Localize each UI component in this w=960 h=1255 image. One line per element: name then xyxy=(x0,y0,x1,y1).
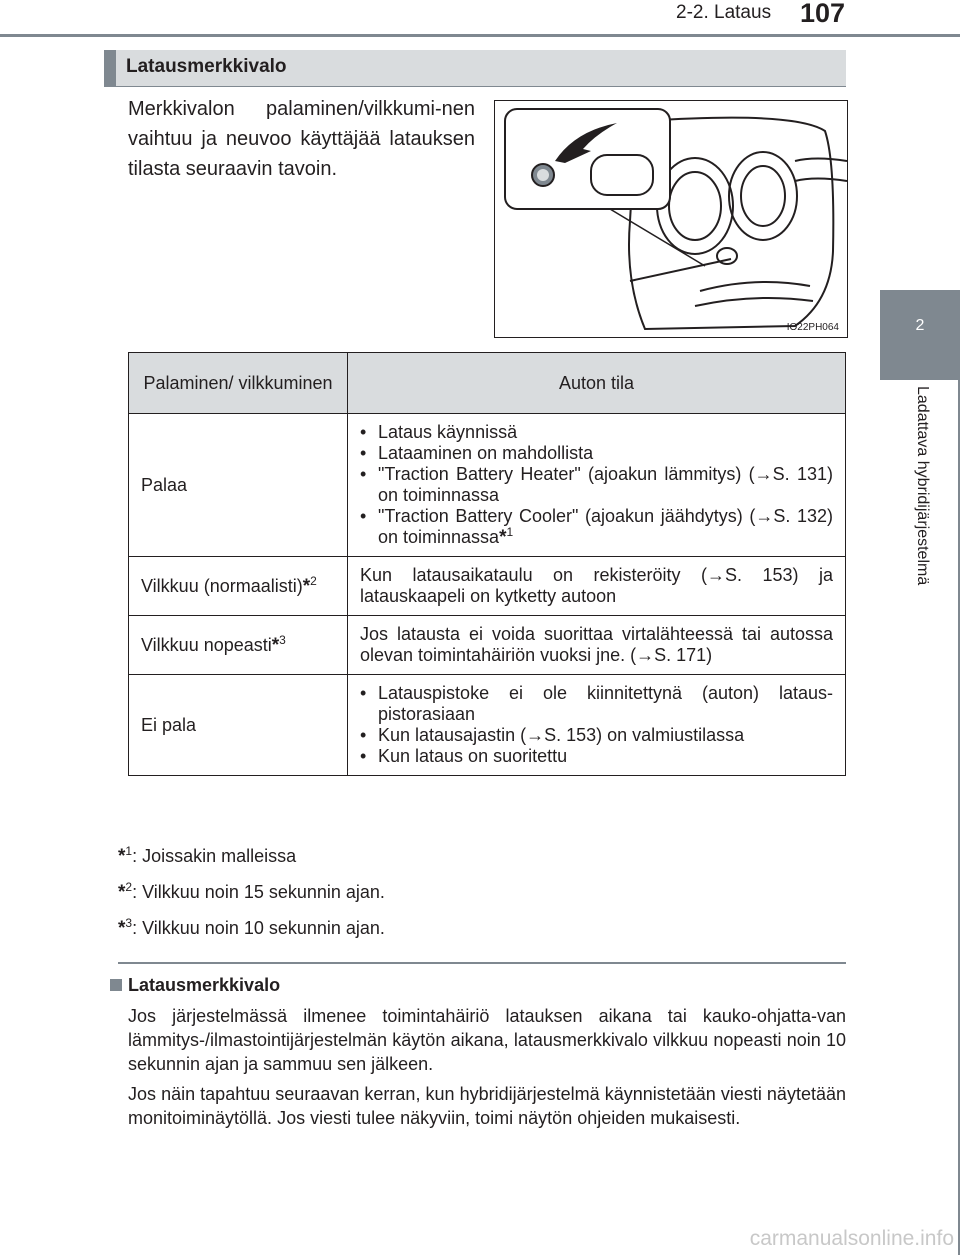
footnote-star: * xyxy=(118,882,126,903)
section-title-underline xyxy=(104,86,846,87)
footnote-star: * xyxy=(302,575,311,597)
state-cell xyxy=(129,557,348,616)
status-cell xyxy=(348,414,846,557)
footnote-text: : Joissakin malleissa xyxy=(132,846,297,866)
header-divider xyxy=(0,34,960,37)
table-row xyxy=(129,557,846,616)
status-cell: Kun latausaikataulu on rekisteröity (→S. 153) ja latauskaapeli on kytketty autoon xyxy=(348,557,846,616)
list-item: • Lataus käynnissä xyxy=(360,422,833,443)
header-section-title: 2-2. Lataus xyxy=(676,2,772,23)
header-indicator: Palaminen/ vilkkuminen xyxy=(129,353,348,414)
status-list xyxy=(360,422,833,548)
header-vehicle-status: Auton tila xyxy=(348,353,846,414)
page-number: 107 xyxy=(800,0,846,28)
footnote xyxy=(118,846,296,868)
illustration-code: IO22PH064 xyxy=(786,322,839,333)
chapter-title: Ladattava hybridijärjestelmä xyxy=(914,386,931,586)
footnote-ref: 1 xyxy=(506,525,514,539)
list-item: • Latauspistoke ei ole kiinnitettynä (auton) lataus-pistorasiaan xyxy=(360,683,833,725)
footnote-text: : Vilkkuu noin 10 sekunnin ajan. xyxy=(132,918,385,938)
subsection-paragraph: Jos näin tapahtuu seuraavan kerran, kun hybridijärjestelmä käynnistetään viesti näytetään monitoiminäytöllä. Jos viesti tulee näkyviin, toimi näytön ohjeiden mukaisesti. xyxy=(128,1084,846,1128)
footnote xyxy=(118,882,385,904)
charging-port-illustration xyxy=(494,100,848,338)
state-cell: Ei pala xyxy=(129,675,348,776)
footnote-star: * xyxy=(118,846,126,867)
footnote-star: * xyxy=(118,918,126,939)
list-item: • Lataaminen on mahdollista xyxy=(360,443,833,464)
status-cell: Jos latausta ei voida suorittaa virtalähteessä tai autossa olevan toimintahäiriön vuoksi jne. (→S. 171) xyxy=(348,616,846,675)
list-item: • "Traction Battery Heater" (ajoakun lämmitys) (→S. 131) on toiminnassa xyxy=(360,464,833,506)
footnote xyxy=(118,918,385,940)
chapter-title-vertical xyxy=(914,386,938,636)
footnote-mark: 1 xyxy=(125,844,133,858)
subsection-paragraph: Jos järjestelmässä ilmenee toimintahäiriö latauksen aikana tai kauko-ohjatta-van lämmitys-/ilmastointijärjestelmän käytön aikana, latausmerkkivalo vilkkuu nopeasti noin 10 sekunnin ajan ja sammuu sen jälkeen. xyxy=(128,1006,846,1074)
list-item xyxy=(360,506,833,548)
list-item-text: "Traction Battery Cooler" (ajoakun jäähdytys) (→S. 132) on toiminnassa xyxy=(378,506,833,547)
state-text: Vilkkuu nopeasti xyxy=(141,634,272,655)
footnote-mark: 3 xyxy=(125,916,133,930)
square-bullet-icon xyxy=(110,979,122,991)
chapter-number: 2 xyxy=(915,317,925,334)
section-title: Latausmerkkivalo xyxy=(126,56,287,77)
footnote-star: * xyxy=(271,634,280,656)
table-row xyxy=(129,616,846,675)
section-intro: Merkkivalon palaminen/vilkkumi-nen vaihtuu ja neuvoo käyttäjää latauksen tilasta seuraavin tavoin. xyxy=(128,98,475,180)
footnote-star: * xyxy=(499,527,507,548)
charging-lid-drawing xyxy=(495,101,847,337)
subsection-title: Latausmerkkivalo xyxy=(128,975,281,995)
indicator-status-table xyxy=(128,352,846,776)
table-row xyxy=(129,675,846,776)
site-watermark: carmanualsonline.info xyxy=(749,1227,954,1250)
chapter-tab xyxy=(880,290,960,380)
footnote-text: : Vilkkuu noin 15 sekunnin ajan. xyxy=(132,882,385,902)
state-text: Vilkkuu (normaalisti) xyxy=(141,575,303,596)
status-cell xyxy=(348,675,846,776)
table-header-row xyxy=(129,353,846,414)
table-row xyxy=(129,414,846,557)
footnote-ref: 2 xyxy=(310,573,317,588)
subsection-divider xyxy=(118,962,846,964)
footnote-ref: 3 xyxy=(279,632,286,647)
list-item: • Kun latausajastin (→S. 153) on valmiustilassa xyxy=(360,725,833,746)
state-cell xyxy=(129,616,348,675)
section-title-bar xyxy=(104,50,846,86)
status-list xyxy=(360,683,833,767)
subsection-heading xyxy=(110,975,280,996)
section-title-accent xyxy=(104,50,116,86)
footnote-mark: 2 xyxy=(125,880,133,894)
list-item: • Kun lataus on suoritettu xyxy=(360,746,833,767)
state-cell: Palaa xyxy=(129,414,348,557)
